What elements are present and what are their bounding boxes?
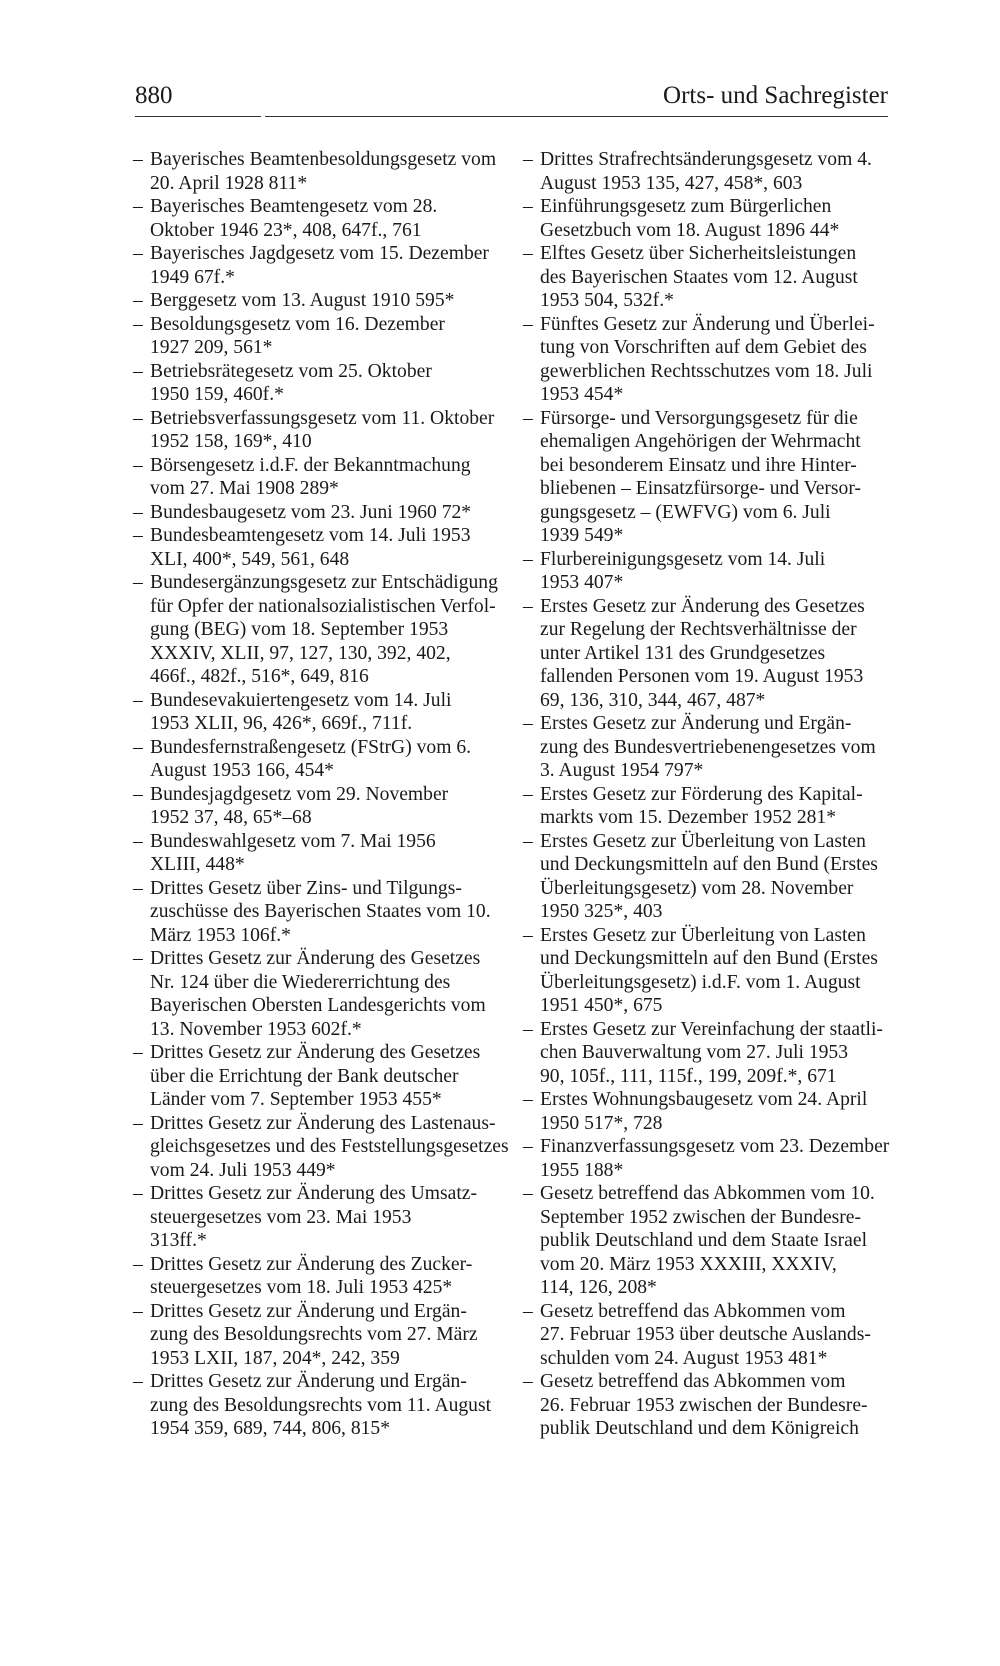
index-entry-line: Drittes Gesetz zur Änderung und Ergän- bbox=[150, 1300, 467, 1322]
index-entry-line: gungsgesetz – (EWFVG) vom 6. Juli bbox=[540, 501, 831, 523]
index-entry-line: steuergesetzes vom 23. Mai 1953 bbox=[150, 1206, 412, 1228]
index-entry-line: 1952 37, 48, 65*–68 bbox=[150, 807, 312, 828]
index-entry-line: gung (BEG) vom 18. September 1953 bbox=[150, 619, 449, 640]
index-entry-line: Bundesergänzungsgesetz zur Entschädigung bbox=[150, 572, 498, 593]
header-rule-right bbox=[265, 116, 888, 117]
index-entry-line: und Deckungsmitteln auf den Bund (Erstes bbox=[540, 948, 878, 969]
index-entry-line: bliebenen – Einsatzfürsorge- und Versor- bbox=[540, 478, 861, 499]
index-entry bbox=[133, 571, 503, 689]
index-entry-line: Drittes Gesetz über Zins- und Tilgungs- bbox=[150, 877, 462, 899]
index-entry-line: 1950 159, 460f.* bbox=[150, 384, 284, 405]
index-entry-line: 1955 188* bbox=[540, 1159, 624, 1181]
index-entry-line: Fürsorge- und Versorgungsgesetz für die bbox=[540, 407, 858, 429]
entry-dash: – bbox=[133, 783, 143, 805]
index-column-left bbox=[133, 148, 509, 1441]
index-entry-line: Erstes Gesetz zur Überleitung von Lasten bbox=[540, 924, 866, 946]
index-entry-line: Drittes Gesetz zur Änderung des Zucker- bbox=[150, 1253, 473, 1275]
index-entry bbox=[133, 689, 503, 736]
index-entry-line: Drittes Gesetz zur Änderung und Ergän- bbox=[150, 1371, 467, 1392]
index-entry-line: Erstes Gesetz zur Änderung und Ergän- bbox=[540, 713, 852, 734]
index-entry-line: 1953 504, 532f.* bbox=[540, 290, 674, 311]
entry-dash: – bbox=[133, 689, 143, 711]
index-entry bbox=[133, 1182, 503, 1253]
index-entry-line: zuschüsse des Bayerischen Staates vom 10. bbox=[150, 901, 491, 922]
entry-dash: – bbox=[523, 1183, 533, 1204]
index-entry-line: XXXIV, XLII, 97, 127, 130, 392, 402, bbox=[150, 642, 451, 664]
entry-dash: – bbox=[523, 313, 533, 335]
index-entry-line: 90, 105f., 111, 115f., 199, 209f.*, 671 bbox=[540, 1065, 837, 1087]
index-entry bbox=[523, 548, 895, 595]
index-entry bbox=[523, 830, 895, 924]
index-entry-line: zung des Besoldungsrechts vom 11. August bbox=[150, 1394, 492, 1416]
index-entry-line: 27. Februar 1953 über deutsche Auslands- bbox=[540, 1324, 871, 1345]
index-entry-line: 1953 XLII, 96, 426*, 669f., 711f. bbox=[150, 713, 413, 734]
index-entry bbox=[133, 1253, 503, 1300]
entry-dash: – bbox=[133, 407, 143, 429]
entry-dash: – bbox=[523, 1089, 533, 1110]
index-entry-line: Bundesevakuiertengesetz vom 14. Juli bbox=[150, 689, 452, 711]
index-entry-line: Betriebsverfassungsgesetz vom 11. Oktober bbox=[150, 407, 495, 429]
index-entry-line: Drittes Gesetz zur Änderung des Lastenaus- bbox=[150, 1112, 496, 1134]
index-entry-line: Drittes Gesetz zur Änderung des Gesetzes bbox=[150, 1042, 481, 1063]
index-entry-line: zung des Bundesvertriebenengesetzes vom bbox=[540, 736, 876, 758]
index-entry-line: Gesetz betreffend das Abkommen vom bbox=[540, 1300, 846, 1322]
index-entry-line: Bayerisches Jagdgesetz vom 15. Dezember bbox=[150, 243, 489, 264]
entry-dash: – bbox=[523, 1371, 533, 1392]
index-entry bbox=[523, 1182, 895, 1300]
entry-dash: – bbox=[523, 196, 533, 217]
index-entry-line: 13. November 1953 602f.* bbox=[150, 1018, 362, 1040]
index-entry bbox=[523, 1300, 895, 1371]
index-entry bbox=[523, 712, 895, 783]
index-entry-line: Überleitungsgesetz) i.d.F. vom 1. August bbox=[540, 971, 861, 993]
index-entry bbox=[133, 736, 503, 783]
running-head: Orts- und Sachregister bbox=[663, 82, 888, 109]
entry-dash: – bbox=[523, 1018, 533, 1040]
index-entry-line: XLIII, 448* bbox=[150, 854, 245, 875]
index-entry-line: steuergesetzes vom 18. Juli 1953 425* bbox=[150, 1277, 453, 1298]
index-entry-line: gewerblichen Rechtsschutzes vom 18. Juli bbox=[540, 360, 873, 382]
index-entry-line: 1953 454* bbox=[540, 384, 624, 405]
index-entry bbox=[133, 195, 503, 242]
index-entry-line: 1950 325*, 403 bbox=[540, 901, 663, 922]
index-entry-line: Bundesbaugesetz vom 23. Juni 1960 72* bbox=[150, 501, 472, 523]
index-entry-line: Finanzverfassungsgesetz vom 23. Dezember bbox=[540, 1136, 890, 1157]
index-entry-line: 1927 209, 561* bbox=[150, 337, 273, 358]
index-entry-line: Bayerisches Beamtenbesoldungsgesetz vom bbox=[150, 149, 497, 170]
entry-dash: – bbox=[133, 290, 143, 311]
page-number: 880 bbox=[135, 82, 173, 109]
index-entry-line: 1953 LXII, 187, 204*, 242, 359 bbox=[150, 1347, 400, 1369]
index-entry bbox=[133, 830, 503, 877]
index-entry-line: ehemaligen Angehörigen der Wehrmacht bbox=[540, 431, 861, 452]
index-entry-line: Fünftes Gesetz zur Änderung und Überlei- bbox=[540, 313, 875, 335]
index-entry-line: Oktober 1946 23*, 408, 647f., 761 bbox=[150, 219, 422, 241]
index-entry bbox=[133, 148, 503, 195]
index-entry-line: Erstes Gesetz zur Überleitung von Lasten bbox=[540, 830, 866, 852]
index-entry-line: 1950 517*, 728 bbox=[540, 1112, 663, 1134]
entry-dash: – bbox=[523, 1300, 533, 1322]
index-entry-line: Gesetzbuch vom 18. August 1896 44* bbox=[540, 219, 840, 241]
index-entry-line: und Deckungsmitteln auf den Bund (Erstes bbox=[540, 854, 878, 875]
index-entry-line: Flurbereinigungsgesetz vom 14. Juli bbox=[540, 548, 826, 570]
index-entry bbox=[523, 783, 895, 830]
index-entry-line: Erstes Gesetz zur Vereinfachung der staatli- bbox=[540, 1018, 883, 1040]
index-entry bbox=[133, 289, 503, 313]
entry-dash: – bbox=[523, 595, 533, 617]
entry-dash: – bbox=[133, 149, 143, 170]
index-entry bbox=[133, 524, 503, 571]
index-entry-line: vom 24. Juli 1953 449* bbox=[150, 1159, 336, 1181]
index-entry bbox=[133, 360, 503, 407]
index-entry-line: publik Deutschland und dem Königreich bbox=[540, 1418, 859, 1439]
index-entry-line: fallenden Personen vom 19. August 1953 bbox=[540, 666, 864, 687]
index-entry bbox=[133, 1300, 503, 1371]
entry-dash: – bbox=[523, 407, 533, 429]
index-entry-line: Bundesjagdgesetz vom 29. November bbox=[150, 783, 449, 805]
index-entry-line: Bundesbeamtengesetz vom 14. Juli 1953 bbox=[150, 525, 471, 546]
index-entry-line: 26. Februar 1953 zwischen der Bundesre- bbox=[540, 1394, 868, 1416]
index-entry-line: gleichsgesetzes und des Feststellungsgesetzes bbox=[150, 1136, 509, 1157]
entry-dash: – bbox=[133, 501, 143, 523]
index-entry-line: Berggesetz vom 13. August 1910 595* bbox=[150, 290, 455, 311]
index-entry-line: Börsengesetz i.d.F. der Bekanntmachung bbox=[150, 454, 471, 476]
index-entry bbox=[523, 195, 895, 242]
index-entry-line: vom 27. Mai 1908 289* bbox=[150, 478, 339, 499]
index-entry-line: 466f., 482f., 516*, 649, 816 bbox=[150, 666, 369, 687]
index-entry bbox=[133, 1041, 503, 1112]
entry-dash: – bbox=[133, 1112, 143, 1134]
index-entry-line: Betriebsrätegesetz vom 25. Oktober bbox=[150, 360, 432, 382]
index-entry-line: Überleitungsgesetz) vom 28. November bbox=[540, 877, 854, 899]
entry-dash: – bbox=[133, 1300, 143, 1322]
index-entry-line: Erstes Wohnungsbaugesetz vom 24. April bbox=[540, 1089, 868, 1110]
entry-dash: – bbox=[133, 877, 143, 899]
index-entry-line: publik Deutschland und dem Staate Israel bbox=[540, 1230, 868, 1251]
index-entry-line: bei besonderem Einsatz und ihre Hinter- bbox=[540, 454, 857, 476]
entry-dash: – bbox=[133, 1183, 143, 1204]
index-entry-line: Einführungsgesetz zum Bürgerlichen bbox=[540, 196, 832, 217]
index-entry-line: unter Artikel 131 des Grundgesetzes bbox=[540, 642, 826, 664]
index-entry-line: März 1953 106f.* bbox=[150, 924, 291, 946]
index-entry-line: zung des Besoldungsrechts vom 27. März bbox=[150, 1324, 478, 1345]
header-rule-left bbox=[135, 116, 261, 117]
entry-dash: – bbox=[133, 830, 143, 852]
entry-dash: – bbox=[133, 736, 143, 758]
index-entry bbox=[133, 313, 503, 360]
entry-dash: – bbox=[523, 243, 533, 264]
index-entry bbox=[133, 242, 503, 289]
index-entry-line: Gesetz betreffend das Abkommen vom 10. bbox=[540, 1183, 875, 1204]
entry-dash: – bbox=[523, 783, 533, 805]
index-entry-line: 114, 126, 208* bbox=[540, 1277, 657, 1298]
index-entry-line: Besoldungsgesetz vom 16. Dezember bbox=[150, 313, 445, 335]
index-entry-line: Nr. 124 über die Wiedererrichtung des bbox=[150, 971, 451, 993]
entry-dash: – bbox=[133, 243, 143, 264]
index-entry-line: Bundesfernstraßengesetz (FStrG) vom 6. bbox=[150, 736, 472, 758]
index-entry-line: August 1953 166, 454* bbox=[150, 760, 334, 781]
index-entry bbox=[523, 1088, 895, 1135]
entry-dash: – bbox=[133, 1371, 143, 1392]
index-entry-line: August 1953 135, 427, 458*, 603 bbox=[540, 172, 803, 194]
index-entry bbox=[523, 313, 895, 407]
index-entry-line: Gesetz betreffend das Abkommen vom bbox=[540, 1371, 846, 1392]
index-entry bbox=[523, 924, 895, 1018]
index-entry-line: über die Errichtung der Bank deutscher bbox=[150, 1065, 459, 1087]
index-entry-line: 1953 407* bbox=[540, 572, 624, 593]
entry-dash: – bbox=[133, 1253, 143, 1275]
index-entry-line: 20. April 1928 811* bbox=[150, 172, 308, 194]
index-entry-line: für Opfer der nationalsozialistischen Verfol- bbox=[150, 595, 496, 617]
entry-dash: – bbox=[133, 313, 143, 335]
index-column-right bbox=[523, 148, 895, 1441]
entry-dash: – bbox=[523, 149, 533, 170]
index-entry-line: Drittes Strafrechtsänderungsgesetz vom 4. bbox=[540, 149, 872, 170]
entry-dash: – bbox=[523, 713, 533, 734]
index-entry-line: Drittes Gesetz zur Änderung des Umsatz- bbox=[150, 1183, 477, 1204]
index-entry-line: September 1952 zwischen der Bundesre- bbox=[540, 1206, 862, 1228]
index-entry-line: markts vom 15. Dezember 1952 281* bbox=[540, 807, 837, 828]
entry-dash: – bbox=[523, 830, 533, 852]
index-entry-line: Drittes Gesetz zur Änderung des Gesetzes bbox=[150, 948, 481, 969]
entry-dash: – bbox=[133, 948, 143, 969]
index-entry-line: des Bayerischen Staates vom 12. August bbox=[540, 266, 858, 288]
index-entry bbox=[133, 454, 503, 501]
index-entry-line: Bayerisches Beamtengesetz vom 28. bbox=[150, 196, 438, 217]
index-entry bbox=[133, 407, 503, 454]
index-entry bbox=[133, 1370, 503, 1441]
index-entry-line: Bayerischen Obersten Landesgerichts vom bbox=[150, 995, 486, 1016]
index-entry bbox=[523, 595, 895, 713]
index-entry-line: 313ff.* bbox=[150, 1230, 207, 1251]
entry-dash: – bbox=[523, 548, 533, 570]
index-entry-line: vom 20. März 1953 XXXIII, XXXIV, bbox=[540, 1253, 837, 1275]
index-entry-line: Erstes Gesetz zur Förderung des Kapital- bbox=[540, 783, 863, 805]
index-entry-line: 1951 450*, 675 bbox=[540, 995, 663, 1016]
index-entry bbox=[523, 148, 895, 195]
index-entry-line: XLI, 400*, 549, 561, 648 bbox=[150, 548, 350, 570]
entry-dash: – bbox=[133, 572, 143, 593]
index-entry bbox=[133, 947, 503, 1041]
entry-dash: – bbox=[133, 1042, 143, 1063]
index-entry-line: zur Regelung der Rechtsverhältnisse der bbox=[540, 619, 857, 640]
index-entry bbox=[523, 1018, 895, 1089]
index-entry bbox=[133, 501, 503, 525]
index-entry-line: 1952 158, 169*, 410 bbox=[150, 431, 312, 452]
index-entry-line: Erstes Gesetz zur Änderung des Gesetzes bbox=[540, 595, 865, 617]
index-entry-line: 3. August 1954 797* bbox=[540, 760, 704, 781]
entry-dash: – bbox=[523, 924, 533, 946]
index-entry bbox=[523, 407, 895, 548]
index-entry bbox=[523, 242, 895, 313]
entry-dash: – bbox=[133, 525, 143, 546]
index-entry-line: 1939 549* bbox=[540, 525, 624, 546]
entry-dash: – bbox=[133, 454, 143, 476]
index-entry bbox=[133, 1112, 509, 1183]
index-entry-line: 1949 67f.* bbox=[150, 266, 235, 288]
index-entry-line: Bundeswahlgesetz vom 7. Mai 1956 bbox=[150, 830, 436, 852]
index-entry bbox=[523, 1370, 895, 1441]
entry-dash: – bbox=[133, 360, 143, 382]
entry-dash: – bbox=[523, 1136, 533, 1157]
entry-dash: – bbox=[133, 196, 143, 217]
index-entry-line: Länder vom 7. September 1953 455* bbox=[150, 1089, 442, 1110]
index-entry-line: chen Bauverwaltung vom 27. Juli 1953 bbox=[540, 1042, 849, 1063]
index-entry bbox=[133, 783, 503, 830]
index-entry-line: Elftes Gesetz über Sicherheitsleistungen bbox=[540, 243, 857, 264]
index-entry-line: 1954 359, 689, 744, 806, 815* bbox=[150, 1418, 391, 1439]
index-entry-line: schulden vom 24. August 1953 481* bbox=[540, 1347, 828, 1369]
index-entry-line: 69, 136, 310, 344, 467, 487* bbox=[540, 689, 766, 711]
index-entry bbox=[523, 1135, 895, 1182]
index-entry bbox=[133, 877, 503, 948]
index-entry-line: tung von Vorschriften auf dem Gebiet des bbox=[540, 337, 867, 358]
